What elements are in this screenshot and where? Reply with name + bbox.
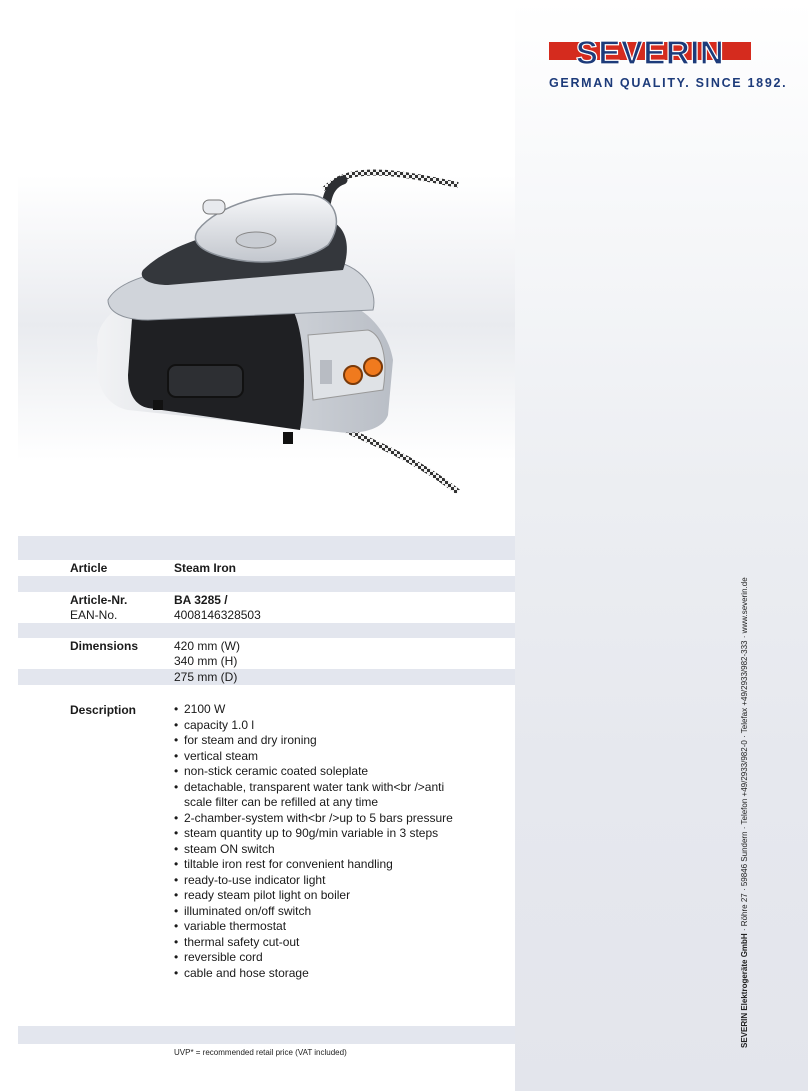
logo-wordmark [549, 34, 751, 68]
list-item: • steam ON switch [174, 841, 275, 856]
article-nr-label: Article-Nr. [70, 593, 128, 607]
article-nr-value: BA 3285 / [174, 593, 228, 607]
list-item: • variable thermostat [174, 919, 287, 933]
dimensions-row [18, 638, 515, 654]
article-row [18, 560, 515, 576]
ean-row [18, 607, 515, 623]
company-name: SEVERIN Elektrogeräte GmbH [740, 933, 749, 1048]
list-item: • ready steam pilot light on boiler [174, 888, 351, 902]
list-item: • reversible cord [174, 950, 263, 964]
dimension-depth: 275 mm (D) [174, 670, 238, 684]
side-panel [515, 0, 808, 1091]
list-item: • illuminated on/off switch [174, 903, 312, 918]
table-band [18, 623, 515, 638]
dimension-height: 340 mm (H) [174, 654, 238, 668]
dimensions-row [18, 653, 515, 669]
list-item: • ready-to-use indicator light [174, 872, 326, 887]
price-footnote: UVP* = recommended retail price (VAT included) [174, 1048, 347, 1057]
list-item: • tiltable iron rest for convenient handling [174, 857, 393, 871]
list-item: • steam quantity up to 90g/min variable in 3 steps [174, 826, 439, 840]
table-band-top [18, 536, 515, 560]
table-band [18, 576, 515, 592]
list-item: • thermal safety cut-out [174, 934, 300, 949]
description-label: Description [70, 703, 137, 717]
dimension-width: 420 mm (W) [174, 639, 240, 653]
article-value: Steam Iron [174, 561, 237, 575]
severin-logo [549, 34, 788, 90]
ean-value: 4008146328503 [174, 608, 261, 622]
list-item: • vertical steam [174, 748, 259, 763]
article-nr-row [18, 592, 515, 608]
table-band-bottom [18, 1026, 515, 1044]
list-item: • 2100 W [174, 702, 226, 716]
logo-tagline: GERMAN QUALITY. SINCE 1892. [549, 76, 788, 90]
list-item: • capacity 1.0 l [174, 717, 255, 732]
dimensions-row [18, 669, 515, 685]
list-item: • 2-chamber-system with<br />up to 5 bars pressure [174, 810, 453, 825]
list-item: • detachable, transparent water tank with<br />anti scale filter can be refilled at any time [174, 779, 445, 809]
description-list [174, 702, 454, 981]
ean-label: EAN-No. [70, 608, 118, 622]
company-details: · Röhre 27 · 59846 Sundern · Telefon +49/2933/982-0 · Telefax +49/2933/982-333 · www.severin.de [740, 577, 749, 934]
logo-text: SEVERIN [575, 34, 725, 68]
list-item: • for steam and dry ironing [174, 733, 317, 747]
list-item: • cable and hose storage [174, 965, 309, 980]
dimensions-label: Dimensions [70, 639, 139, 653]
article-label: Article [70, 561, 108, 575]
list-item: • non-stick ceramic coated soleplate [174, 764, 369, 778]
steam-iron-image [88, 160, 468, 500]
company-info [740, 577, 749, 1048]
